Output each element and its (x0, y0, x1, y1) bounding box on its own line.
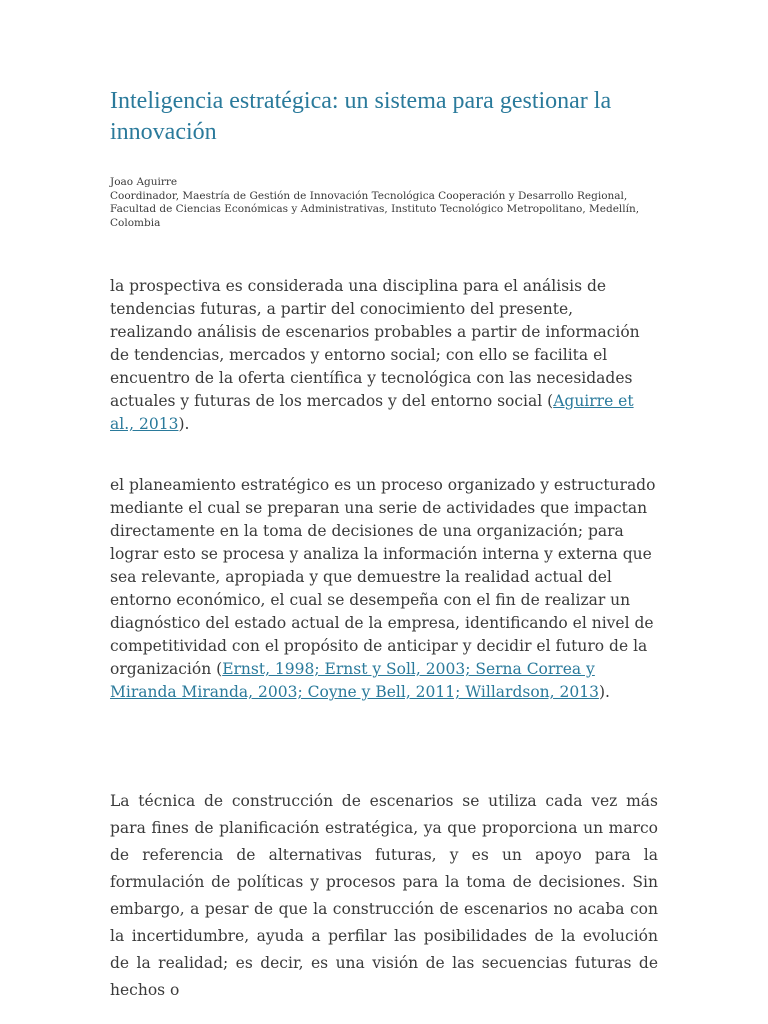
author-affiliation-line-2: Facultad de Ciencias Económicas y Administrativas, Instituto Tecnológico Metropolitano, Medellín, (110, 203, 640, 215)
author-block (110, 176, 658, 230)
paragraph-text: la prospectiva es considerada una disciplina para el análisis de tendencias futuras, a partir del conocimiento del presente, realizando análisis de escenarios probables a partir de información de tendencias, mercados y entorno social; con ello se facilita el encuentro de la oferta científica y tecnológica con las necesidades actuales y futuras de los mercados y del entorno social ( (110, 277, 640, 410)
author-affiliation-line-1: Coordinador, Maestría de Gestión de Innovación Tecnológica Cooperación y Desarrollo Regional, (110, 189, 628, 202)
paragraph-escenarios: La técnica de construcción de escenarios se utiliza cada vez más para fines de planificación estratégica, ya que proporciona un marco de referencia de alternativas futuras, y es un apoyo para la formulación de políticas y procesos para la toma de decisiones. Sin embargo, a pesar de que la construcción de escenarios no acaba con la incertidumbre, ayuda a perfilar las posibilidades de la evolución de la realidad; es decir, es una visión de las secuencias futuras de hechos o (110, 792, 658, 999)
paragraph-tail: ). (598, 683, 610, 701)
author-name: Joao Aguirre (110, 176, 178, 188)
author-affiliation-line-3: Colombia (110, 216, 161, 229)
article-title: Inteligencia estratégica: un sistema para gestionar la innovación (110, 88, 612, 145)
paragraph-tail: ). (178, 415, 190, 433)
citation-link[interactable]: Ernst, 1998; Ernst y Soll, 2003; Serna Correa y Miranda Miranda, 2003; Coyne y Bell, 2011; Willardson, 2013 (110, 660, 599, 701)
paragraph-prospectiva (110, 275, 658, 436)
paragraph-planeamiento (110, 474, 658, 704)
citation-link[interactable]: Aguirre et al., 2013 (110, 392, 634, 433)
paragraph-text: el planeamiento estratégico es un proceso organizado y estructurado mediante el cual se preparan una serie de actividades que impactan directamente en la toma de decisiones de una organización; para lograr esto se procesa y analiza la información interna y externa que sea relevante, apropiada y que demuestre la realidad actual del entorno económico, el cual se desempeña con el fin de realizar un diagnóstico del estado actual de la empresa, identificando el nivel de competitividad con el propósito de anticipar y decidir el futuro de la organización ( (110, 476, 656, 678)
